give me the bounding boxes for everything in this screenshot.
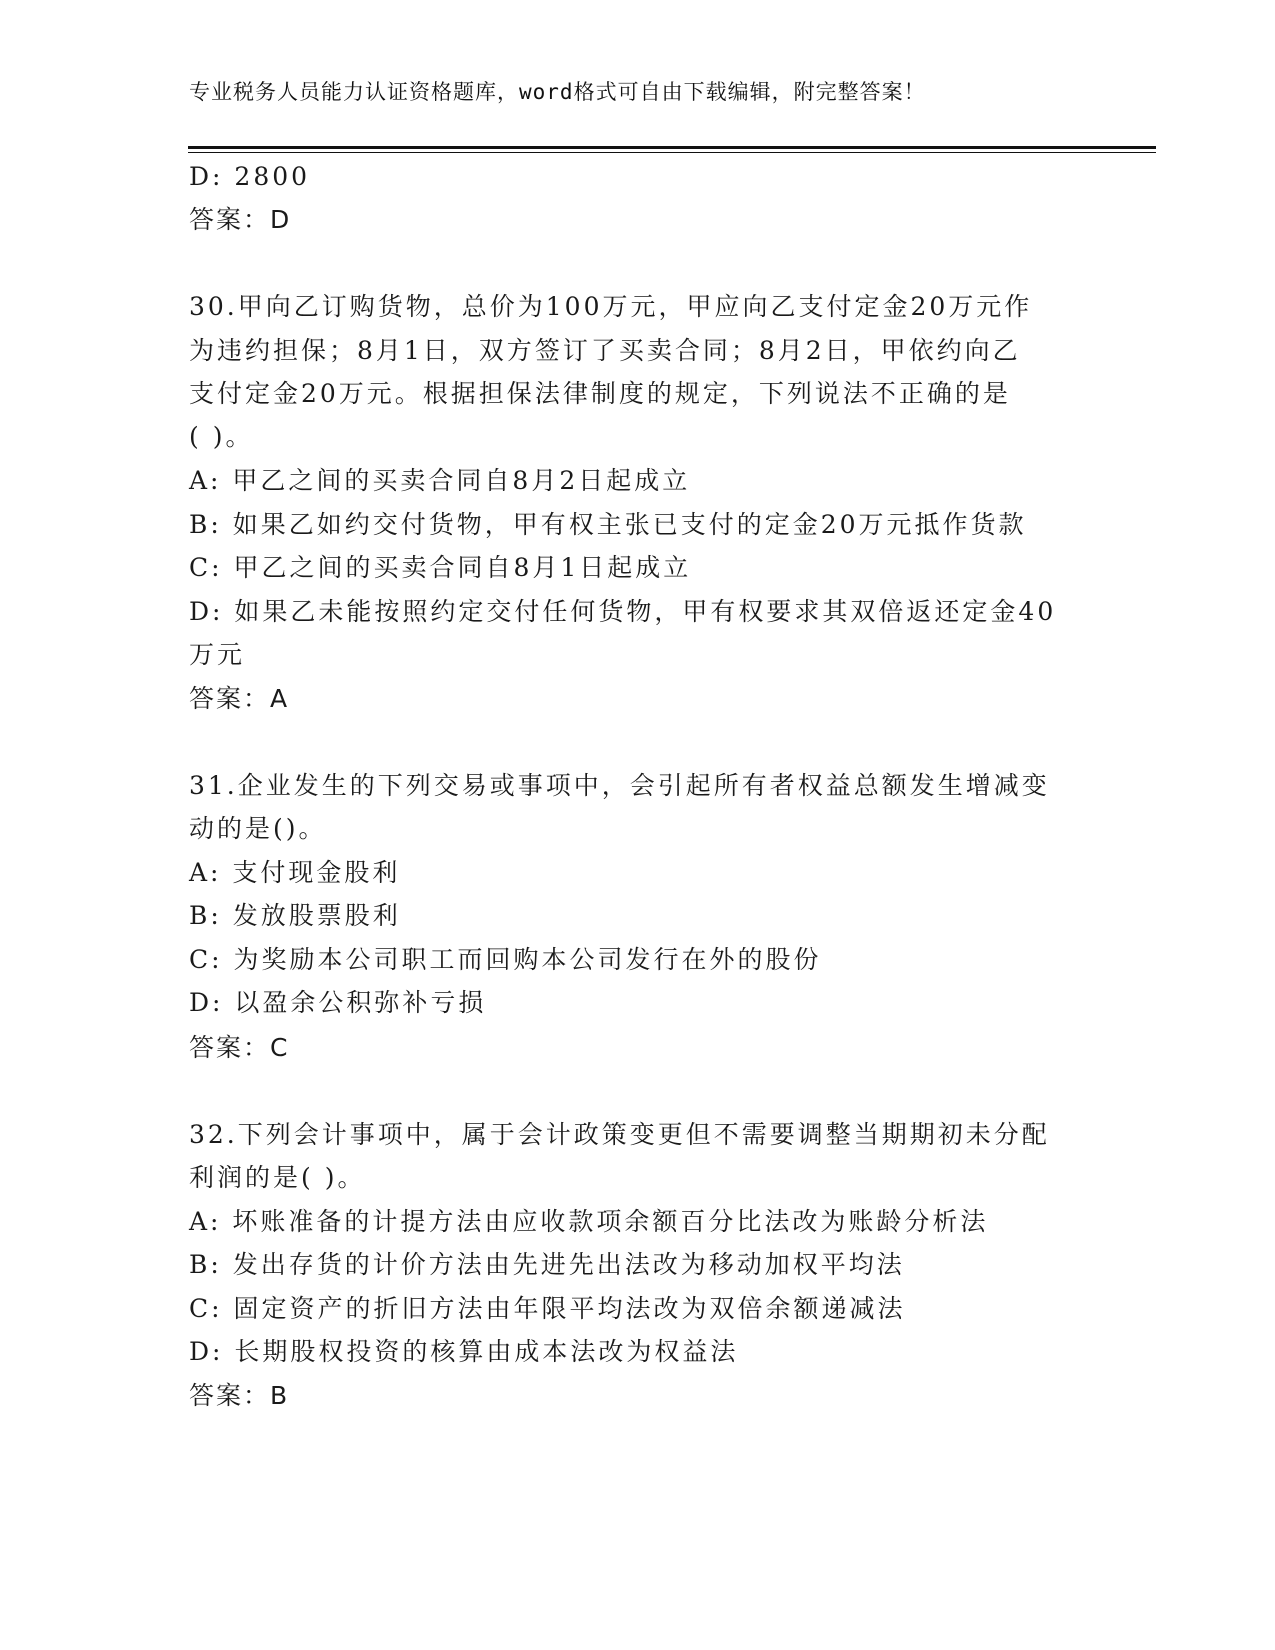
q31-stem-line-1: 31.企业发生的下列交易或事项中，会引起所有者权益总额发生增减变 xyxy=(189,771,1050,800)
header-rule-thick xyxy=(188,146,1156,149)
q32-option-a: A: 坏账准备的计提方法由应收款项余额百分比法改为账龄分析法 xyxy=(189,1207,989,1236)
q30-option-d: D: 如果乙未能按照约定交付任何货物，甲有权要求其双倍返还定金40 xyxy=(189,597,1057,626)
prev-option-d: D: 2800 xyxy=(189,162,311,191)
prev-answer: 答案：D xyxy=(189,205,292,234)
q32-stem-line-1: 32.下列会计事项中，属于会计政策变更但不需要调整当期期初未分配 xyxy=(189,1120,1050,1149)
page-header-text: 专业税务人员能力认证资格题库，word格式可自由下载编辑，附完整答案！ xyxy=(189,80,926,104)
q31-answer: 答案：C xyxy=(189,1033,290,1062)
q31-option-b: B: 发放股票股利 xyxy=(189,901,401,930)
q32-answer: 答案：B xyxy=(189,1381,290,1410)
q31-option-c: C: 为奖励本公司职工而回购本公司发行在外的股份 xyxy=(189,945,822,974)
q30-stem-line-1: 30.甲向乙订购货物，总价为100万元，甲应向乙支付定金20万元作 xyxy=(189,292,1033,321)
q30-stem-line-3: 支付定金20万元。根据担保法律制度的规定，下列说法不正确的是 xyxy=(189,379,1011,408)
q32-option-b: B: 发出存货的计价方法由先进先出法改为移动加权平均法 xyxy=(189,1250,905,1279)
q30-answer: 答案：A xyxy=(189,684,290,713)
q30-stem-line-2: 为违约担保；8月1日，双方签订了买卖合同；8月2日，甲依约向乙 xyxy=(189,336,1021,365)
q30-option-b: B: 如果乙如约交付货物，甲有权主张已支付的定金20万元抵作货款 xyxy=(189,510,1027,539)
header-rule-thin xyxy=(188,152,1156,153)
q32-option-d: D: 长期股权投资的核算由成本法改为权益法 xyxy=(189,1337,739,1366)
q31-option-d: D: 以盈余公积弥补亏损 xyxy=(189,988,487,1017)
q31-option-a: A: 支付现金股利 xyxy=(189,858,401,887)
q31-stem-line-2: 动的是()。 xyxy=(189,814,327,843)
q30-option-a: A: 甲乙之间的买卖合同自8月2日起成立 xyxy=(189,466,691,495)
q30-stem-line-4: ( )。 xyxy=(189,422,254,451)
q30-option-c: C: 甲乙之间的买卖合同自8月1日起成立 xyxy=(189,553,692,582)
q32-stem-line-2: 利润的是( )。 xyxy=(189,1163,366,1192)
q32-option-c: C: 固定资产的折旧方法由年限平均法改为双倍余额递减法 xyxy=(189,1294,906,1323)
q30-option-d-cont: 万元 xyxy=(189,640,246,669)
